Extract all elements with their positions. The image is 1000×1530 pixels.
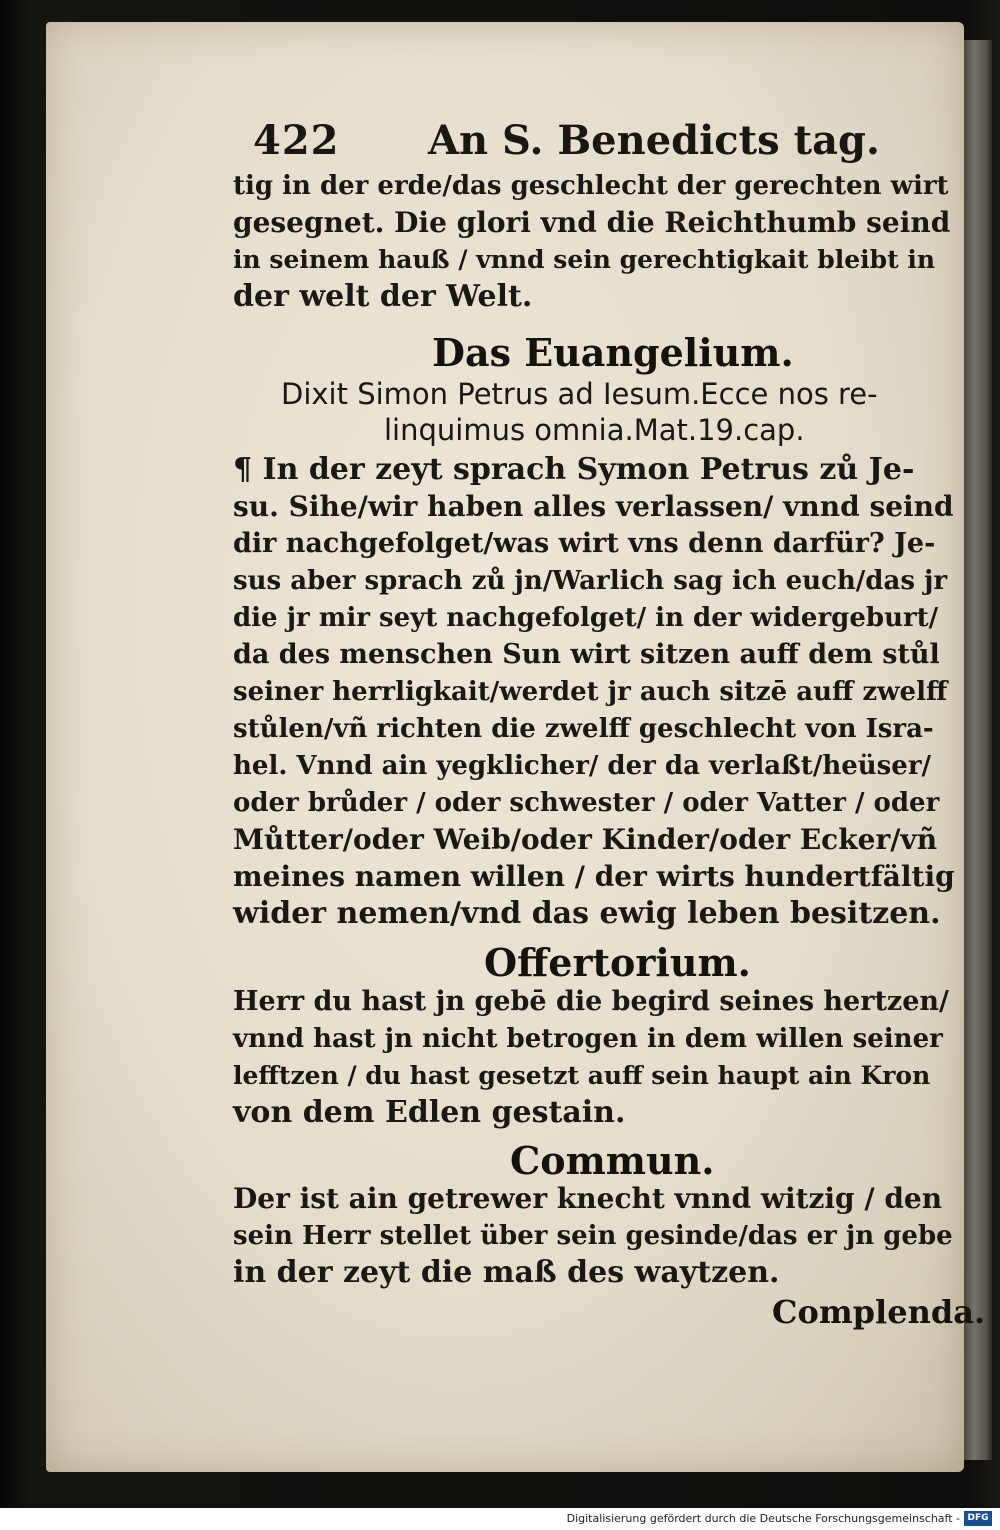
latin-line: Dixit Simon Petrus ad Iesum.Ecce nos re- [281, 377, 878, 411]
page-edge [962, 40, 992, 1460]
text-line: ¶ In der zeyt sprach Symon Petrus zů Je- [233, 452, 915, 487]
text-line: wider nemen/vnd das ewig leben besitzen. [233, 896, 941, 931]
footer-bar [0, 1508, 1000, 1530]
funding-notice: Digitalisierung gefördert durch die Deutsche Forschungsgemeinschaft - [566, 1512, 960, 1525]
text-line: der welt der Welt. [233, 279, 533, 314]
text-line: seiner herrligkait/werdet jr auch sitzē auff zwelff [233, 677, 948, 707]
text-line: sus aber sprach zů jn/Warlich sag ich euch/das jr [233, 566, 948, 596]
text-line: tig in der erde/das geschlecht der gerechten wirt [233, 171, 949, 201]
heading-offertory: Offertorium. [484, 940, 751, 985]
latin-line: linquimus omnia.Mat.19.cap. [384, 413, 805, 447]
text-line: su. Sihe/wir haben alles verlassen/ vnnd seind [233, 490, 954, 523]
text-line: da des menschen Sun wirt sitzen auff dem stůl [233, 639, 940, 670]
text-line: von dem Edlen gestain. [233, 1095, 626, 1130]
running-title: An S. Benedicts tag. [428, 117, 880, 164]
text-line: in seinem hauß / vnnd sein gerechtigkait bleibt in [233, 245, 936, 274]
heading-commun: Commun. [510, 1138, 715, 1183]
text-line: stůlen/vñ richten die zwelff geschlecht von Isra- [233, 714, 934, 744]
dfg-logo-icon: DFG [964, 1511, 992, 1526]
text-line: sein Herr stellet über sein gesinde/das er jn gebe [233, 1221, 953, 1251]
text-line: oder brůder / oder schwester / oder Vatter / oder [233, 788, 940, 818]
text-line: die jr mir seyt nachgefolget/ in der widergeburt/ [233, 603, 939, 633]
running-head [253, 117, 953, 164]
text-line: Můtter/oder Weib/oder Kinder/oder Ecker/vñ [233, 823, 938, 856]
text-line: lefftzen / du hast gesetzt auff sein haupt ain Kron [233, 1061, 931, 1090]
text-line: meines namen willen / der wirts hundertfältig [233, 860, 955, 893]
text-line: dir nachgefolget/was wirt vns denn darfür? Je- [233, 528, 936, 559]
text-line: hel. Vnnd ain yegklicher/ der da verlaßt/heüser/ [233, 751, 932, 781]
text-line: in der zeyt die maß des waytzen. [233, 1255, 780, 1290]
heading-gospel: Das Euangelium. [432, 330, 794, 375]
page-number: 422 [253, 117, 340, 164]
catchword-complenda: Complenda. [772, 1293, 986, 1331]
text-line: Der ist ain getrewer knecht vnnd witzig / den [233, 1182, 943, 1215]
text-line: gesegnet. Die glori vnd die Reichthumb seind [233, 206, 951, 239]
text-line: vnnd hast jn nicht betrogen in dem willen seiner [233, 1024, 943, 1054]
text-line: Herr du hast jn gebē die begird seines hertzen/ [233, 986, 949, 1017]
